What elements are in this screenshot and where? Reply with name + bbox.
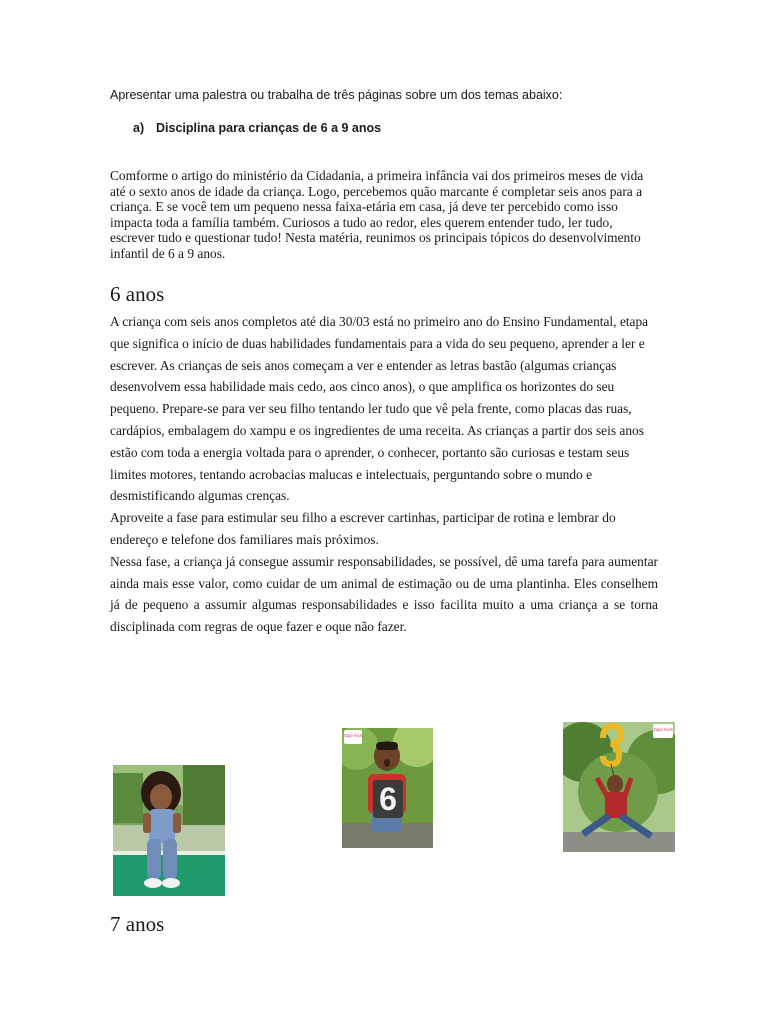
section-body-6-anos <box>110 311 658 638</box>
paragraph-development: A criança com seis anos completos até dia 30/03 está no primeiro ano do Ensino Fundamental, etapa que significa o início de duas habilidades fundamentais para a vida do seu pequeno, aprender a ler e escrever. As crianças de seis anos começam a ver e entender as letras bastão (algumas crianças desenvolvem essa habilidade mais cedo, aos cinco anos), o que amplifica os horizontes do seu pequeno. Prepare-se para ver seu filho tentando ler tudo que vê pela frente, como placas das ruas, cardápios, embalagem do xampu e os ingredientes de uma receita. As crianças a partir dos seis anos estão com toda a energia voltada para o aprender, o conhecer, portanto são curiosas e testam seus limites motores, tentando acrobacias malucas e intelectuais, perguntando sobre o mundo e desmistificando algumas crenças. <box>110 314 649 504</box>
photo-girl-sitting <box>113 765 225 896</box>
intro-instruction: Apresentar uma palestra ou trabalha de três páginas sobre um dos temas abaixo: <box>110 88 563 102</box>
section-heading-7-anos: 7 anos <box>110 912 165 936</box>
section-heading-6-anos: 6 anos <box>110 282 165 306</box>
badge-text-2: Zippi Kids <box>653 727 673 732</box>
paragraph-responsibility: Nessa fase, a criança já consegue assumir responsabilidades, se possível, dê uma tarefa para aumentar ainda mais esse valor, como cuidar de um animal de estimação ou de uma plantinha. Eles conselhem já de pequeno a assumir algumas responsabilidades e isso facilita muito a uma criança a se torna disciplinada com regras de oque fazer e oque não fazer. <box>110 553 658 635</box>
paragraph-encourage: Aproveite a fase para estimular seu filho a escrever cartinhas, participar de rotina e lembrar do endereço e telefone dos familiares mais próximos. <box>110 510 616 547</box>
topic-title: Disciplina para crianças de 6 a 9 anos <box>156 121 382 135</box>
lead-paragraph: Comforme o artigo do ministério da Cidadania, a primeira infância vai dos primeiros meses de vida até o sexto anos de idade da criança. Logo, percebemos quão marcante é completar seis anos para a criança. E se você tem um pequeno nessa faixa-etária em casa, já deve ter percebido como isso impacta toda a família também. Curiosos a tudo ao redor, eles querem entender tudo, ler tudo, escrever tudo e questionar tudo! Nesta matéria, reunimos os principais tópicos do desenvolvimento infantil de 6 a 9 anos. <box>110 168 644 261</box>
photo-boy-holding-number <box>342 728 433 848</box>
badge-text-1: Zippi Kids <box>343 733 363 738</box>
sign-number: 6 <box>379 781 397 817</box>
photo-boy-jumping-balloon <box>563 722 675 852</box>
list-marker: a) <box>133 121 145 135</box>
topic-list-item <box>133 120 633 136</box>
